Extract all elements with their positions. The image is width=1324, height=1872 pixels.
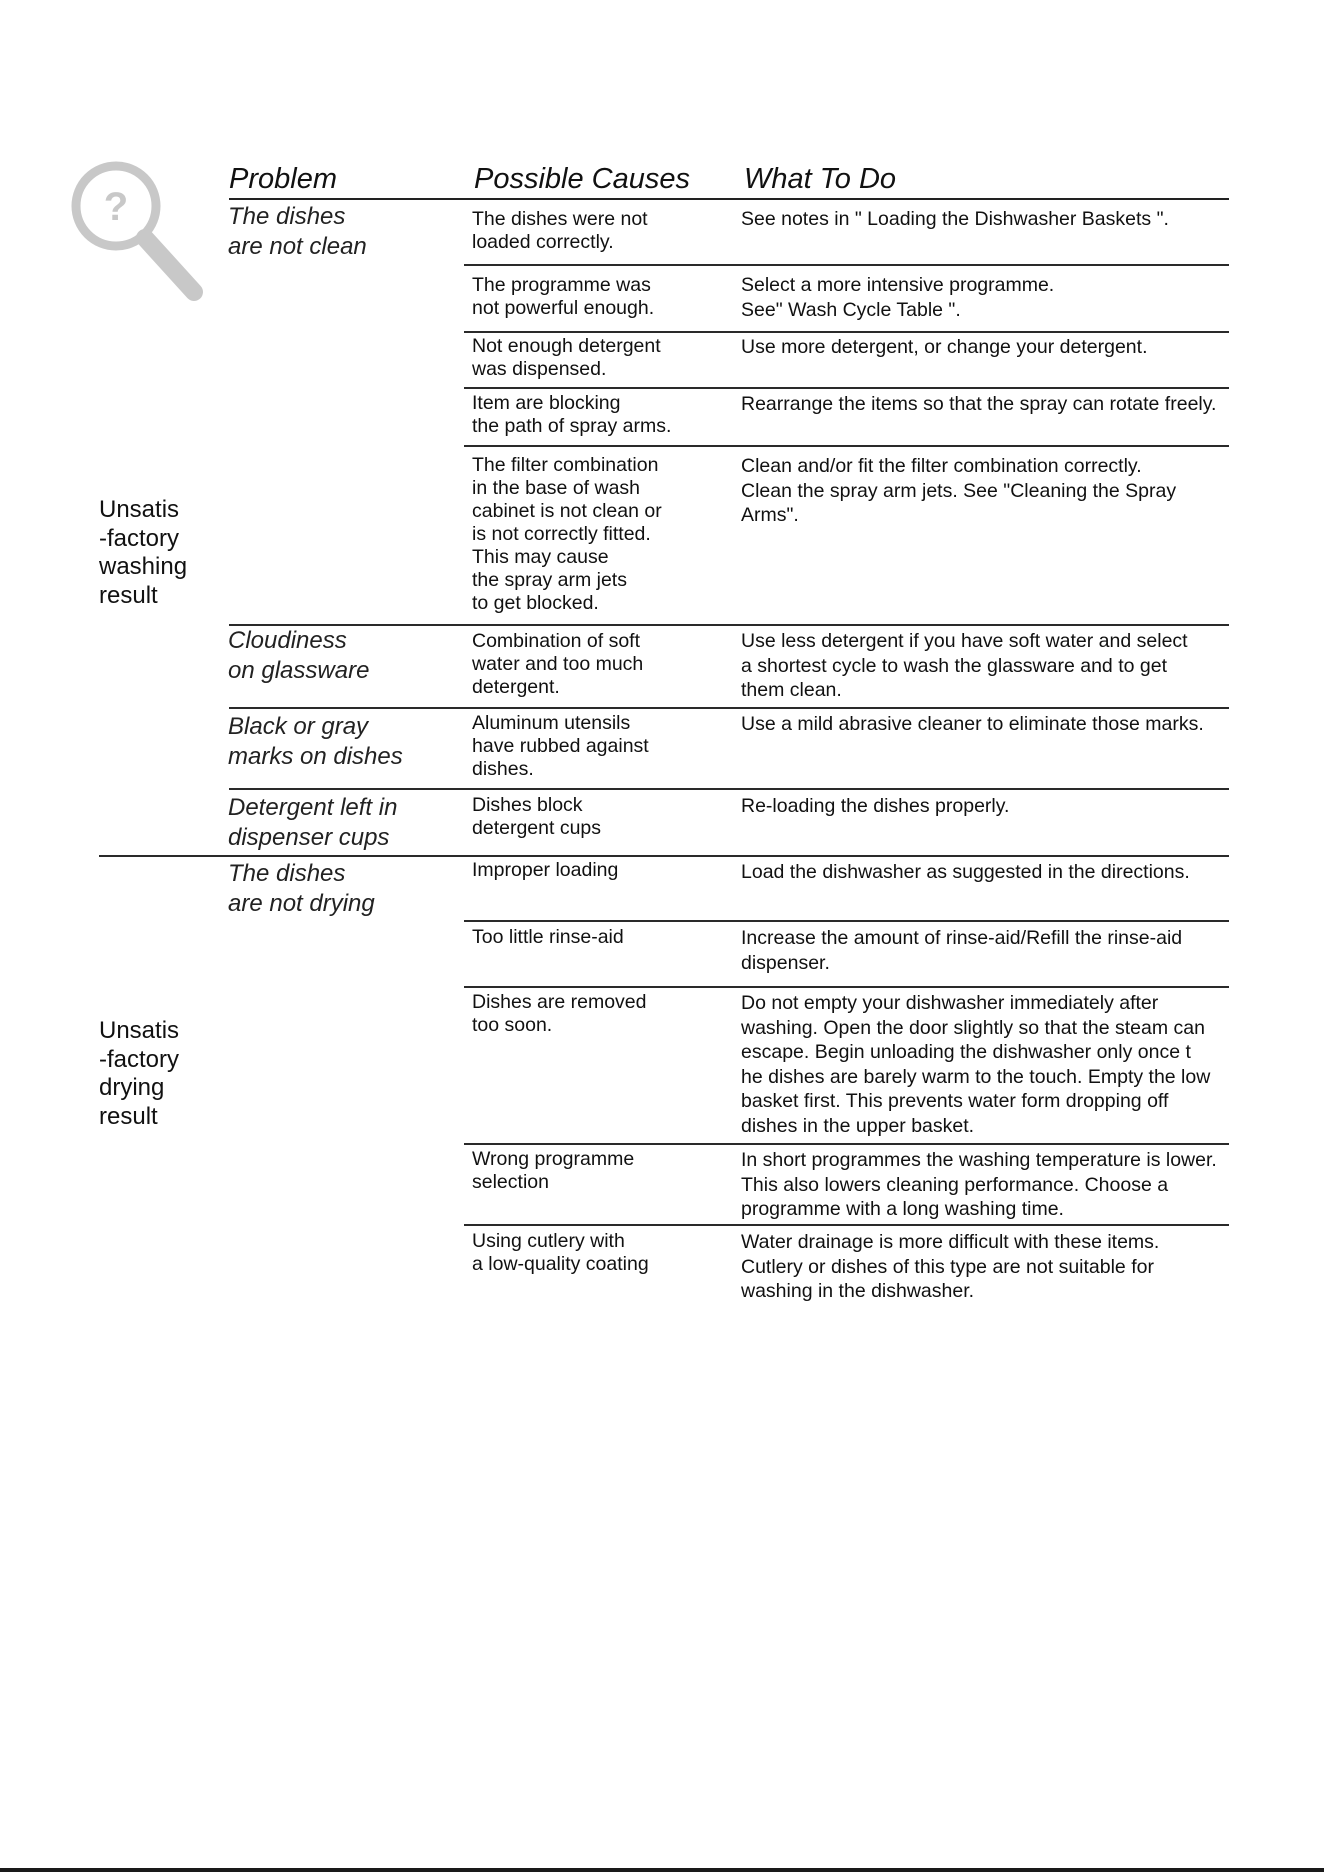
todo-text: Water drainage is more difficult with these items. Cutlery or dishes of this type are not suitable for washing in the dishwasher. xyxy=(741,1231,1160,1302)
todo-text: See notes in " Loading the Dishwasher Baskets ". xyxy=(741,208,1169,230)
cause-text: Wrong programme selection xyxy=(472,1148,635,1193)
row-divider xyxy=(464,1224,1229,1226)
cause-text: The dishes were not loaded correctly. xyxy=(472,208,648,253)
row-divider xyxy=(229,624,1229,626)
todo-text: Use a mild abrasive cleaner to eliminate those marks. xyxy=(741,713,1204,735)
header-problem: Problem xyxy=(229,163,337,195)
todo-text: Increase the amount of rinse-aid/Refill the rinse-aid dispenser. xyxy=(741,927,1183,974)
cause-text: Item are blocking the path of spray arms. xyxy=(472,392,672,437)
problem-detergent-left: Detergent left in dispenser cups xyxy=(228,794,398,851)
row-divider xyxy=(464,986,1229,988)
cause-text: Too little rinse-aid xyxy=(472,926,624,948)
section-divider xyxy=(99,855,1229,857)
header-what-to-do: What To Do xyxy=(744,163,897,195)
row-divider xyxy=(464,264,1229,266)
cause-text: The programme was not powerful enough. xyxy=(472,274,655,319)
category-drying: Unsatis -factory drying result xyxy=(99,1017,180,1130)
cause-text: Dishes are removed too soon. xyxy=(472,991,647,1036)
row-divider xyxy=(464,1143,1229,1145)
todo-text: Do not empty your dishwasher immediately after washing. Open the door slightly so that the steam can escape. Begin unloading the dishwasher only once t he dishes are barely warm to the touch. Empty the low basket first. This prevents water form dropping off dishes in the upper basket. xyxy=(741,992,1211,1137)
todo-text: Use more detergent, or change your detergent. xyxy=(741,336,1148,358)
cause-text: Improper loading xyxy=(472,859,619,881)
row-divider xyxy=(464,387,1229,389)
row-divider xyxy=(464,920,1229,922)
todo-text: Use less detergent if you have soft water and select a shortest cycle to wash the glassware and to get them clean. xyxy=(741,630,1188,701)
cause-text: Combination of soft water and too much detergent. xyxy=(472,630,644,698)
cause-text: Dishes block detergent cups xyxy=(472,794,602,839)
row-divider xyxy=(229,788,1229,790)
category-washing: Unsatis -factory washing result xyxy=(99,496,188,609)
row-divider xyxy=(464,331,1229,333)
cause-text: Aluminum utensils have rubbed against dishes. xyxy=(472,712,649,780)
todo-text: Re-loading the dishes properly. xyxy=(741,795,1010,817)
problem-not-clean: The dishes are not clean xyxy=(228,203,367,260)
cause-text: Using cutlery with a low-quality coating xyxy=(472,1230,649,1275)
problem-cloudiness: Cloudiness on glassware xyxy=(228,627,370,684)
cause-text: Not enough detergent was dispensed. xyxy=(472,335,661,380)
todo-text: Rearrange the items so that the spray can rotate freely. xyxy=(741,393,1217,415)
cause-text: The filter combination in the base of wash cabinet is not clean or is not correctly fitted. This may cause the spray arm jets to get blocked. xyxy=(472,454,662,614)
todo-text: Load the dishwasher as suggested in the directions. xyxy=(741,861,1190,883)
todo-text: Select a more intensive programme. See" Wash Cycle Table ". xyxy=(741,274,1055,321)
header-divider xyxy=(229,198,1229,200)
row-divider xyxy=(464,445,1229,447)
problem-marks: Black or gray marks on dishes xyxy=(228,713,403,770)
todo-text: In short programmes the washing temperature is lower. This also lowers cleaning performance. Choose a programme with a long washing time. xyxy=(741,1149,1217,1220)
magnifier-question-icon xyxy=(66,156,206,306)
todo-text: Clean and/or fit the filter combination correctly. Clean the spray arm jets. See "Cleaning the Spray Arms". xyxy=(741,455,1177,526)
problem-not-drying: The dishes are not drying xyxy=(228,860,375,917)
page-bottom-edge xyxy=(0,1868,1324,1872)
svg-text:?: ? xyxy=(103,185,129,229)
row-divider xyxy=(229,707,1229,709)
header-possible-causes: Possible Causes xyxy=(474,163,690,195)
